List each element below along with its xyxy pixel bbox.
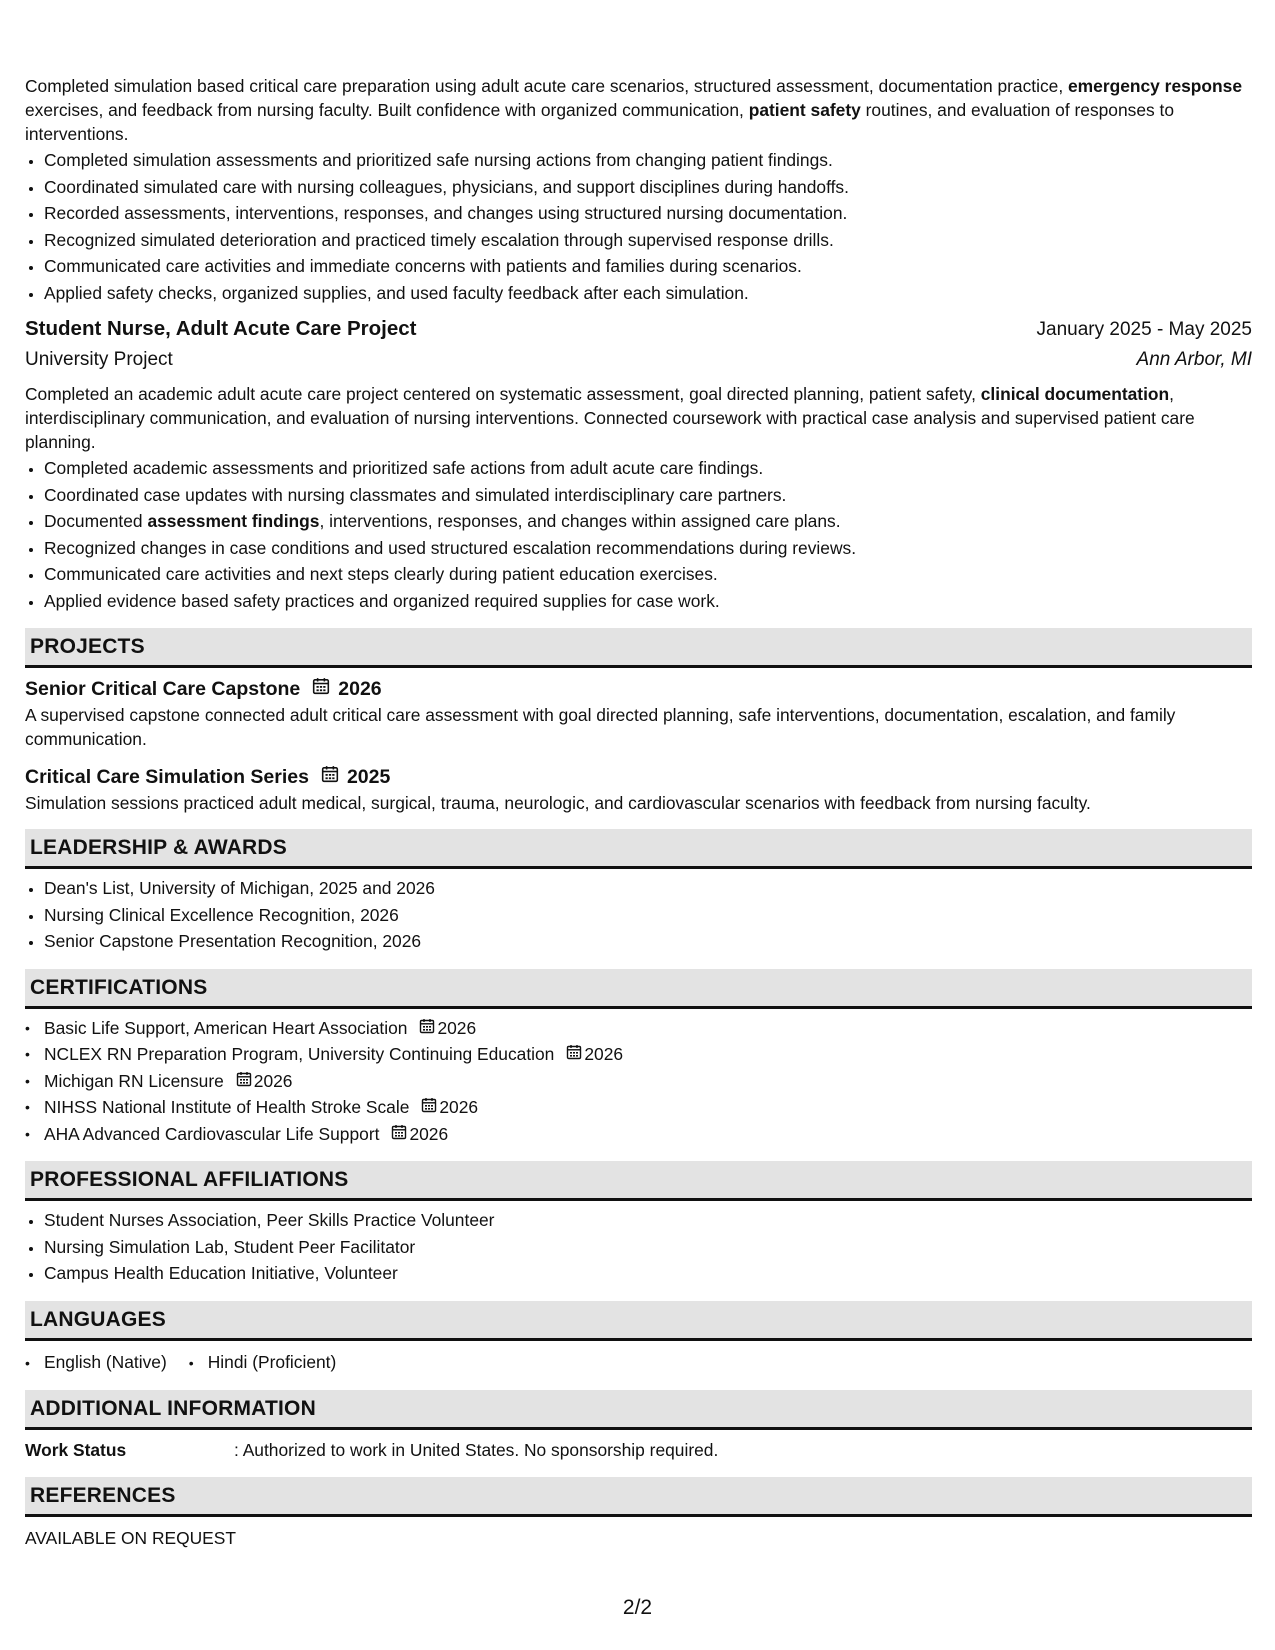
certification-name: NIHSS National Institute of Health Stroke Scale	[44, 1097, 410, 1117]
certification-year: 2026	[439, 1097, 479, 1117]
certification-name: AHA Advanced Cardiovascular Life Support	[44, 1123, 380, 1144]
certification-item	[25, 1068, 1252, 1095]
text-run: Documented	[44, 511, 148, 531]
job-organization: University Project	[25, 349, 173, 370]
job-location: Ann Arbor, MI	[1136, 349, 1252, 370]
certification-item	[25, 1121, 1252, 1148]
emphasis-text: emergency response	[1068, 76, 1243, 96]
text-run: , interventions, responses, and changes within assigned care plans.	[319, 511, 841, 531]
section-heading-additional: ADDITIONAL INFORMATION	[25, 1390, 1252, 1430]
list-item: • Dean's List, University of Michigan, 2025 and 2026	[44, 875, 1252, 902]
certification-year: 2026	[253, 1070, 293, 1091]
affiliations-list	[25, 1207, 1252, 1287]
awards-list	[25, 875, 1252, 955]
projects-list	[25, 675, 1252, 815]
certification-item	[25, 1094, 1252, 1121]
text-run: , interdisciplinary communication, and evaluation of nursing interventions. Connected coursework with practical case analysis and supervised patient care planning.	[25, 384, 1195, 452]
text-run: Communicated care activities and next steps clearly during patient education exercises.	[44, 564, 718, 584]
certification-year: 2026	[437, 1017, 477, 1038]
job-title: Student Nurse, Adult Acute Care Project	[25, 317, 417, 340]
job-bullets	[25, 455, 1252, 614]
job-summary	[25, 382, 1252, 454]
list-item	[44, 535, 1252, 562]
language-item	[25, 1349, 167, 1376]
section-heading-affiliations: PROFESSIONAL AFFILIATIONS	[25, 1161, 1252, 1201]
list-item: • Communicated care activities and immediate concerns with patients and families during scenarios.	[44, 253, 1252, 280]
experience-bullets	[25, 147, 1252, 306]
list-item: • Nursing Clinical Excellence Recognition, 2026	[44, 902, 1252, 929]
text-run: Completed academic assessments and prioritized safe actions from adult acute care findings.	[44, 458, 764, 478]
calendar-icon	[321, 763, 339, 791]
text-run: Coordinated case updates with nursing classmates and simulated interdisciplinary care partners.	[44, 484, 787, 505]
section-heading-certifications: CERTIFICATIONS	[25, 969, 1252, 1009]
bullet-icon: •	[25, 1099, 30, 1115]
calendar-icon	[391, 1121, 407, 1148]
certification-item	[25, 1041, 1252, 1068]
certifications-list	[25, 1015, 1252, 1148]
project-title: Senior Critical Care Capstone	[25, 678, 301, 700]
certification-year: 2026	[409, 1123, 449, 1144]
experience-summary	[25, 74, 1252, 146]
resume-page	[25, 74, 1252, 1551]
list-item: • Senior Capstone Presentation Recognition, 2026	[44, 928, 1252, 955]
calendar-icon	[421, 1094, 437, 1121]
text-run: exercises, and feedback from nursing faculty. Built confidence with organized communication,	[25, 100, 749, 120]
certification-name: Michigan RN Licensure	[44, 1070, 224, 1091]
list-item	[44, 561, 1252, 588]
list-item: • Campus Health Education Initiative, Volunteer	[44, 1260, 1252, 1287]
calendar-icon	[566, 1041, 582, 1068]
job-header	[25, 314, 1252, 345]
bullet-icon: •	[25, 1019, 30, 1036]
bullet-icon: •	[25, 1354, 30, 1371]
project-description: Simulation sessions practiced adult medical, surgical, trauma, neurologic, and cardiovascular scenarios with feedback from nursing faculty.	[25, 793, 1091, 813]
text-run: Completed an academic adult acute care project centered on systematic assessment, goal directed planning, patient safety,	[25, 384, 981, 404]
list-item: • Completed simulation assessments and prioritized safe nursing actions from changing patient findings.	[44, 147, 1252, 174]
list-item: • Applied safety checks, organized supplies, and used faculty feedback after each simulation.	[44, 280, 1252, 307]
certification-year: 2026	[584, 1044, 624, 1064]
list-item	[44, 588, 1252, 615]
list-item	[44, 455, 1252, 482]
project-description: A supervised capstone connected adult critical care assessment with goal directed planning, safe interventions, documentation, escalation, and family communication.	[25, 705, 1176, 749]
work-status-row	[25, 1437, 1252, 1463]
text-run: Recognized changes in case conditions and used structured escalation recommendations during reviews.	[44, 537, 857, 558]
text-run: Applied evidence based safety practices and organized required supplies for case work.	[44, 590, 720, 611]
list-item	[44, 508, 1252, 535]
languages-list	[25, 1349, 1252, 1376]
text-run: Completed simulation based critical care preparation using adult acute care scenarios, structured assessment, documentation practice,	[25, 76, 1069, 96]
list-item: • Nursing Simulation Lab, Student Peer Facilitator	[44, 1234, 1252, 1261]
calendar-icon	[236, 1068, 252, 1095]
emphasis-text: clinical documentation	[980, 384, 1170, 404]
calendar-icon	[312, 675, 330, 703]
list-item: • Coordinated simulated care with nursing colleagues, physicians, and support disciplines during handoffs.	[44, 174, 1252, 201]
section-heading-awards: LEADERSHIP & AWARDS	[25, 829, 1252, 869]
certification-name: Basic Life Support, American Heart Association	[44, 1017, 408, 1038]
job-subheader	[25, 345, 1252, 375]
emphasis-text: patient safety	[748, 100, 861, 120]
calendar-icon	[419, 1015, 435, 1042]
project-year: 2025	[346, 766, 391, 788]
work-status-value: : Authorized to work in United States. No sponsorship required.	[234, 1439, 719, 1460]
page-number: 2/2	[622, 1596, 653, 1619]
section-heading-languages: LANGUAGES	[25, 1301, 1252, 1341]
certification-name: NCLEX RN Preparation Program, University Continuing Education	[44, 1044, 555, 1064]
bullet-icon: •	[25, 1072, 30, 1089]
references-text: AVAILABLE ON REQUEST	[25, 1527, 237, 1548]
job-dates: January 2025 - May 2025	[1036, 319, 1252, 340]
bullet-icon: •	[25, 1046, 30, 1062]
list-item	[44, 482, 1252, 509]
text-run: routines, and evaluation of responses to interventions.	[25, 100, 1175, 144]
bullet-icon: •	[25, 1125, 30, 1142]
emphasis-text: assessment findings	[147, 511, 320, 531]
section-heading-references: REFERENCES	[25, 1477, 1252, 1517]
work-status-label: Work Status	[25, 1439, 127, 1460]
language-item	[189, 1349, 337, 1376]
project-title: Critical Care Simulation Series	[25, 766, 309, 788]
section-heading-projects: PROJECTS	[25, 628, 1252, 668]
list-item: • Recognized simulated deterioration and practiced timely escalation through supervised response drills.	[44, 227, 1252, 254]
certification-item	[25, 1015, 1252, 1042]
list-item: • Recorded assessments, interventions, responses, and changes using structured nursing documentation.	[44, 200, 1252, 227]
language-name: English (Native)	[44, 1351, 167, 1372]
project-year: 2026	[338, 678, 382, 700]
bullet-icon: •	[188, 1354, 194, 1371]
language-name: Hindi (Proficient)	[207, 1351, 337, 1372]
list-item: • Student Nurses Association, Peer Skills Practice Volunteer	[44, 1207, 1252, 1234]
project-header	[25, 675, 1252, 703]
project-header	[25, 763, 1252, 791]
